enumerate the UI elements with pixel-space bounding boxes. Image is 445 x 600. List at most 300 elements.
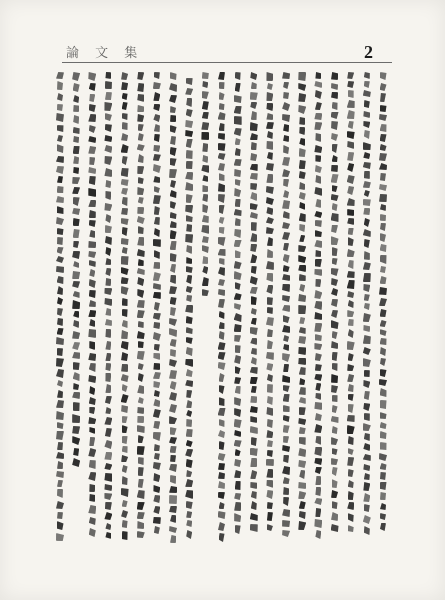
glyph-mark bbox=[105, 428, 112, 437]
glyph-mark bbox=[185, 479, 193, 487]
glyph-mark bbox=[153, 495, 160, 503]
glyph-mark bbox=[380, 369, 387, 377]
glyph-mark bbox=[88, 472, 96, 481]
glyph-mark bbox=[202, 277, 209, 286]
glyph-mark bbox=[137, 490, 145, 499]
glyph-mark bbox=[202, 266, 208, 274]
glyph-mark bbox=[186, 369, 193, 377]
glyph-mark bbox=[89, 397, 96, 405]
glyph-mark bbox=[250, 102, 257, 109]
glyph-mark bbox=[89, 104, 96, 112]
glyph-mark bbox=[380, 134, 387, 142]
glyph-mark bbox=[314, 402, 322, 410]
glyph-mark bbox=[234, 430, 241, 437]
glyph-mark bbox=[138, 479, 144, 488]
glyph-mark bbox=[267, 249, 273, 258]
glyph-mark bbox=[347, 249, 355, 257]
glyph-mark bbox=[122, 436, 128, 444]
glyph-mark bbox=[363, 121, 370, 128]
glyph-mark bbox=[218, 153, 226, 160]
glyph-mark bbox=[72, 208, 80, 215]
glyph-mark bbox=[170, 535, 176, 543]
glyph-mark bbox=[57, 297, 63, 305]
glyph-mark bbox=[154, 228, 160, 237]
glyph-mark bbox=[88, 72, 96, 81]
glyph-mark bbox=[380, 388, 387, 397]
glyph-mark bbox=[218, 279, 225, 286]
glyph-mark bbox=[235, 282, 241, 290]
glyph-mark bbox=[105, 268, 111, 276]
glyph-mark bbox=[153, 399, 160, 407]
glyph-mark bbox=[138, 226, 144, 234]
glyph-mark bbox=[186, 470, 192, 477]
glyph-mark bbox=[283, 190, 289, 198]
glyph-mark bbox=[88, 353, 96, 361]
glyph-mark bbox=[169, 437, 177, 444]
glyph-mark bbox=[122, 93, 128, 100]
glyph-mark bbox=[363, 111, 370, 118]
glyph-mark bbox=[137, 249, 145, 257]
glyph-mark bbox=[137, 83, 144, 92]
glyph-mark bbox=[282, 157, 290, 166]
glyph-mark bbox=[379, 184, 387, 191]
glyph-mark bbox=[202, 81, 208, 88]
glyph-mark bbox=[73, 115, 79, 124]
glyph-mark bbox=[266, 352, 274, 360]
glyph-mark bbox=[299, 213, 306, 222]
glyph-mark bbox=[347, 280, 355, 289]
glyph-mark bbox=[235, 148, 241, 156]
glyph-mark bbox=[299, 117, 305, 125]
glyph-mark bbox=[57, 489, 63, 498]
glyph-mark bbox=[347, 100, 355, 108]
glyph-mark bbox=[105, 247, 111, 256]
glyph-mark bbox=[186, 215, 193, 222]
glyph-mark bbox=[282, 305, 290, 312]
glyph-mark bbox=[154, 444, 160, 451]
glyph-mark bbox=[250, 173, 258, 180]
glyph-mark bbox=[57, 206, 64, 214]
glyph-mark bbox=[251, 142, 257, 150]
glyph-mark bbox=[266, 174, 273, 183]
page-number: 2 bbox=[364, 42, 373, 62]
glyph-mark bbox=[283, 455, 289, 463]
glyph-mark bbox=[282, 325, 290, 333]
glyph-mark bbox=[169, 318, 177, 326]
text-column bbox=[104, 72, 112, 540]
glyph-mark bbox=[218, 183, 225, 192]
glyph-mark bbox=[331, 288, 338, 296]
glyph-mark bbox=[72, 187, 80, 194]
glyph-mark bbox=[89, 260, 96, 267]
glyph-mark bbox=[201, 132, 209, 140]
glyph-mark bbox=[315, 476, 321, 485]
glyph-mark bbox=[137, 289, 144, 298]
glyph-mark bbox=[89, 407, 95, 414]
glyph-mark bbox=[219, 258, 225, 265]
glyph-mark bbox=[153, 114, 160, 122]
glyph-mark bbox=[186, 459, 193, 468]
glyph-mark bbox=[185, 234, 193, 243]
glyph-mark bbox=[170, 475, 176, 484]
glyph-mark bbox=[57, 461, 63, 469]
glyph-mark bbox=[137, 300, 145, 308]
glyph-mark bbox=[250, 367, 258, 374]
glyph-mark bbox=[121, 188, 128, 195]
glyph-mark bbox=[202, 245, 209, 253]
glyph-mark bbox=[56, 452, 64, 459]
glyph-mark bbox=[251, 357, 257, 365]
glyph-mark bbox=[315, 334, 322, 341]
glyph-mark bbox=[73, 197, 80, 206]
glyph-mark bbox=[186, 245, 192, 254]
glyph-mark bbox=[283, 477, 290, 484]
glyph-mark bbox=[202, 155, 208, 163]
glyph-mark bbox=[234, 159, 242, 166]
glyph-mark bbox=[364, 303, 370, 310]
glyph-mark bbox=[250, 183, 257, 190]
glyph-mark bbox=[235, 138, 241, 145]
glyph-mark bbox=[137, 268, 145, 275]
glyph-mark bbox=[153, 92, 160, 101]
glyph-mark bbox=[363, 262, 371, 270]
glyph-mark bbox=[363, 142, 371, 150]
glyph-mark bbox=[170, 136, 176, 145]
glyph-mark bbox=[170, 72, 177, 80]
glyph-mark bbox=[169, 328, 177, 337]
glyph-mark bbox=[121, 218, 129, 225]
glyph-mark bbox=[122, 446, 128, 453]
glyph-mark bbox=[105, 236, 112, 245]
glyph-mark bbox=[218, 511, 226, 519]
glyph-mark bbox=[202, 175, 208, 182]
glyph-mark bbox=[122, 320, 128, 328]
glyph-mark bbox=[363, 403, 370, 411]
glyph-mark bbox=[105, 113, 112, 121]
glyph-mark bbox=[122, 476, 128, 485]
glyph-mark bbox=[266, 197, 274, 205]
glyph-mark bbox=[186, 224, 192, 232]
glyph-mark bbox=[185, 120, 193, 128]
glyph-mark bbox=[137, 105, 144, 112]
glyph-mark bbox=[314, 458, 322, 465]
glyph-mark bbox=[170, 241, 177, 250]
glyph-mark bbox=[251, 222, 257, 231]
glyph-mark bbox=[299, 317, 305, 324]
glyph-mark bbox=[218, 472, 225, 479]
glyph-mark bbox=[250, 92, 258, 100]
glyph-mark bbox=[122, 425, 128, 433]
glyph-mark bbox=[154, 302, 160, 311]
glyph-mark bbox=[218, 481, 225, 489]
glyph-mark bbox=[298, 294, 306, 302]
glyph-mark bbox=[234, 513, 241, 522]
glyph-mark bbox=[332, 144, 338, 153]
glyph-mark bbox=[251, 386, 257, 393]
glyph-mark bbox=[89, 427, 95, 434]
glyph-mark bbox=[154, 344, 160, 351]
glyph-mark bbox=[154, 72, 160, 79]
glyph-mark bbox=[121, 82, 128, 90]
glyph-mark bbox=[105, 258, 111, 265]
glyph-mark bbox=[299, 148, 306, 157]
glyph-mark bbox=[234, 188, 241, 197]
glyph-mark bbox=[283, 135, 289, 142]
glyph-mark bbox=[137, 351, 145, 360]
glyph-mark bbox=[89, 300, 96, 307]
glyph-mark bbox=[153, 164, 161, 173]
glyph-mark bbox=[283, 394, 290, 402]
glyph-mark bbox=[266, 480, 273, 488]
glyph-mark bbox=[218, 408, 226, 416]
glyph-mark bbox=[266, 72, 273, 81]
glyph-mark bbox=[121, 394, 129, 403]
glyph-mark bbox=[104, 512, 112, 520]
glyph-mark bbox=[73, 127, 80, 134]
glyph-mark bbox=[105, 363, 111, 371]
glyph-mark bbox=[137, 72, 144, 80]
glyph-mark bbox=[122, 520, 128, 528]
glyph-mark bbox=[170, 230, 177, 239]
glyph-mark bbox=[219, 385, 225, 394]
glyph-mark bbox=[169, 464, 177, 472]
glyph-mark bbox=[331, 112, 339, 119]
glyph-mark bbox=[266, 227, 274, 234]
glyph-mark bbox=[137, 216, 145, 224]
text-column bbox=[363, 72, 371, 535]
glyph-mark bbox=[88, 448, 96, 457]
glyph-mark bbox=[266, 122, 274, 129]
glyph-mark bbox=[299, 182, 305, 190]
glyph-mark bbox=[267, 340, 273, 349]
glyph-mark bbox=[57, 480, 63, 487]
glyph-mark bbox=[56, 156, 64, 163]
text-column bbox=[56, 72, 64, 540]
glyph-mark bbox=[347, 310, 354, 317]
glyph-mark bbox=[266, 273, 273, 282]
glyph-mark bbox=[170, 264, 176, 273]
glyph-mark bbox=[348, 384, 354, 392]
glyph-mark bbox=[137, 166, 144, 174]
glyph-mark bbox=[121, 179, 129, 186]
glyph-mark bbox=[250, 276, 258, 285]
glyph-mark bbox=[298, 448, 306, 457]
glyph-mark bbox=[314, 290, 322, 299]
glyph-mark bbox=[154, 134, 160, 142]
glyph-mark bbox=[186, 419, 192, 427]
glyph-mark bbox=[379, 153, 387, 161]
glyph-mark bbox=[104, 156, 112, 165]
glyph-mark bbox=[250, 513, 258, 521]
glyph-mark bbox=[364, 81, 370, 88]
glyph-mark bbox=[170, 515, 176, 523]
glyph-mark bbox=[170, 221, 177, 228]
glyph-mark bbox=[73, 372, 80, 381]
glyph-mark bbox=[170, 381, 177, 390]
glyph-mark bbox=[380, 503, 386, 510]
text-column bbox=[250, 72, 258, 535]
glyph-mark bbox=[185, 88, 193, 95]
glyph-mark bbox=[283, 436, 289, 443]
glyph-mark bbox=[251, 82, 257, 89]
glyph-mark bbox=[283, 405, 290, 412]
glyph-mark bbox=[380, 338, 387, 345]
glyph-mark bbox=[314, 498, 322, 505]
glyph-mark bbox=[234, 169, 241, 177]
glyph-mark bbox=[153, 332, 161, 341]
glyph-mark bbox=[170, 427, 177, 435]
glyph-mark bbox=[267, 524, 273, 531]
glyph-mark bbox=[121, 405, 128, 413]
glyph-mark bbox=[202, 72, 209, 79]
glyph-mark bbox=[137, 407, 144, 414]
glyph-mark bbox=[202, 256, 208, 264]
glyph-mark bbox=[153, 372, 161, 379]
text-column bbox=[169, 72, 177, 540]
glyph-mark bbox=[315, 250, 321, 257]
glyph-mark bbox=[169, 95, 177, 103]
glyph-mark bbox=[153, 176, 160, 183]
glyph-mark bbox=[379, 379, 387, 386]
glyph-mark bbox=[364, 413, 370, 421]
glyph-mark bbox=[332, 448, 338, 455]
glyph-mark bbox=[153, 104, 160, 111]
glyph-mark bbox=[138, 373, 144, 382]
glyph-mark bbox=[250, 254, 257, 263]
glyph-mark bbox=[380, 309, 387, 317]
glyph-mark bbox=[299, 274, 306, 281]
glyph-mark bbox=[315, 364, 322, 371]
text-column bbox=[185, 78, 193, 540]
glyph-mark bbox=[331, 320, 339, 329]
glyph-mark bbox=[315, 165, 322, 173]
glyph-mark bbox=[299, 284, 305, 292]
glyph-mark bbox=[283, 92, 289, 99]
glyph-mark bbox=[202, 215, 209, 223]
glyph-mark bbox=[234, 106, 242, 114]
glyph-mark bbox=[234, 397, 241, 406]
glyph-mark bbox=[121, 488, 129, 497]
glyph-mark bbox=[251, 266, 257, 274]
glyph-mark bbox=[283, 364, 289, 372]
glyph-mark bbox=[332, 501, 338, 509]
glyph-mark bbox=[299, 192, 306, 200]
glyph-mark bbox=[186, 410, 192, 417]
glyph-mark bbox=[331, 490, 338, 498]
glyph-mark bbox=[331, 458, 338, 465]
glyph-mark bbox=[104, 473, 112, 482]
glyph-mark bbox=[380, 442, 387, 450]
glyph-mark bbox=[72, 436, 80, 445]
glyph-mark bbox=[121, 168, 129, 177]
glyph-mark bbox=[88, 114, 96, 122]
glyph-mark bbox=[56, 72, 64, 79]
glyph-mark bbox=[364, 473, 370, 480]
glyph-mark bbox=[331, 278, 338, 286]
glyph-mark bbox=[138, 341, 144, 348]
glyph-mark bbox=[121, 256, 129, 265]
glyph-mark bbox=[363, 493, 370, 502]
glyph-mark bbox=[105, 308, 111, 316]
glyph-mark bbox=[56, 400, 64, 408]
glyph-mark bbox=[348, 260, 354, 269]
glyph-mark bbox=[266, 141, 273, 150]
glyph-mark bbox=[219, 217, 225, 224]
glyph-mark bbox=[185, 490, 193, 499]
glyph-mark bbox=[73, 95, 79, 103]
glyph-mark bbox=[56, 256, 64, 263]
glyph-mark bbox=[57, 104, 63, 111]
glyph-mark bbox=[105, 319, 112, 326]
glyph-mark bbox=[170, 147, 177, 156]
glyph-mark bbox=[298, 265, 306, 272]
glyph-mark bbox=[364, 433, 370, 441]
glyph-mark bbox=[315, 90, 322, 99]
glyph-mark bbox=[251, 111, 257, 120]
glyph-mark bbox=[73, 167, 79, 174]
glyph-mark bbox=[347, 110, 355, 119]
glyph-mark bbox=[380, 482, 387, 490]
glyph-mark bbox=[169, 404, 177, 413]
glyph-mark bbox=[250, 426, 258, 434]
glyph-mark bbox=[88, 375, 96, 383]
glyph-mark bbox=[380, 83, 387, 91]
glyph-mark bbox=[153, 506, 160, 514]
glyph-mark bbox=[89, 484, 95, 492]
glyph-mark bbox=[363, 181, 371, 188]
glyph-mark bbox=[153, 154, 161, 161]
glyph-mark bbox=[299, 171, 306, 179]
glyph-mark bbox=[105, 191, 111, 200]
glyph-mark bbox=[314, 374, 322, 381]
glyph-mark bbox=[380, 523, 386, 531]
glyph-mark bbox=[299, 397, 306, 404]
glyph-mark bbox=[315, 199, 321, 208]
glyph-mark bbox=[347, 141, 354, 149]
glyph-mark bbox=[121, 133, 128, 141]
glyph-mark bbox=[73, 291, 80, 298]
glyph-mark bbox=[169, 286, 177, 294]
glyph-mark bbox=[234, 355, 241, 364]
glyph-mark bbox=[363, 199, 371, 206]
glyph-mark bbox=[153, 363, 160, 370]
glyph-mark bbox=[251, 437, 257, 446]
glyph-mark bbox=[105, 532, 111, 539]
glyph-mark bbox=[347, 198, 355, 206]
glyph-mark bbox=[201, 225, 209, 234]
text-column bbox=[347, 72, 355, 535]
glyph-mark bbox=[332, 352, 338, 361]
glyph-mark bbox=[347, 341, 355, 350]
glyph-mark bbox=[364, 391, 370, 400]
glyph-mark bbox=[234, 116, 242, 125]
glyph-mark bbox=[348, 491, 354, 500]
glyph-mark bbox=[282, 222, 290, 229]
text-column bbox=[72, 72, 80, 470]
glyph-mark bbox=[299, 327, 306, 334]
glyph-mark bbox=[202, 289, 209, 296]
glyph-mark bbox=[57, 512, 63, 519]
glyph-mark bbox=[331, 341, 338, 349]
glyph-mark bbox=[332, 258, 338, 265]
glyph-mark bbox=[72, 251, 80, 259]
glyph-mark bbox=[73, 218, 80, 226]
text-column bbox=[153, 72, 161, 540]
glyph-mark bbox=[250, 122, 258, 131]
glyph-mark bbox=[235, 345, 241, 353]
glyph-mark bbox=[121, 455, 128, 462]
glyph-mark bbox=[299, 160, 306, 169]
